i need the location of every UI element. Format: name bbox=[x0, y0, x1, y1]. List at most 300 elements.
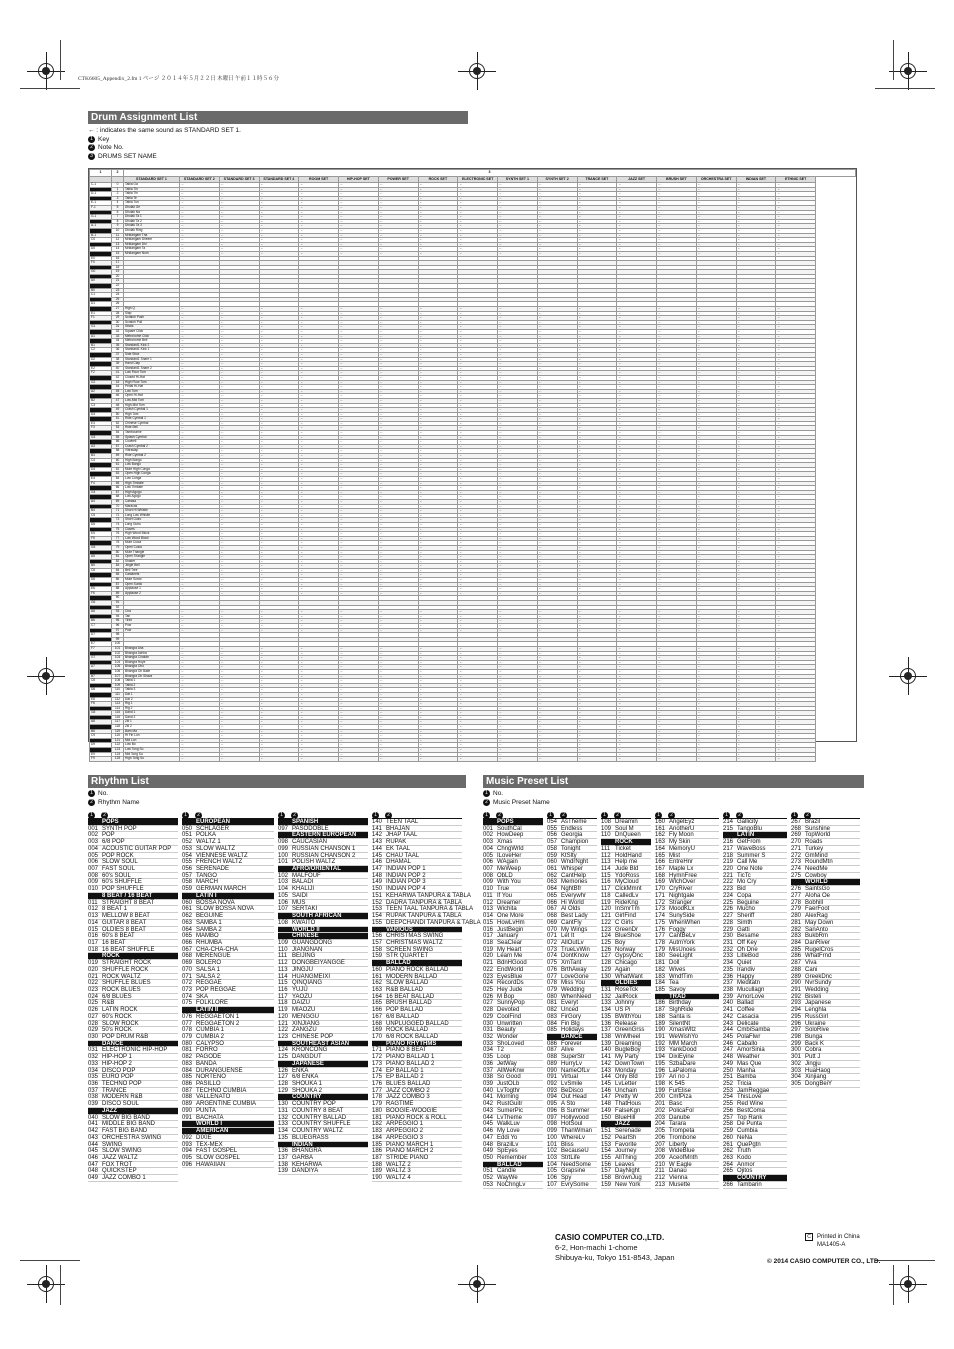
list-item bbox=[547, 1047, 597, 1054]
set-cell: ← bbox=[418, 550, 458, 555]
item-number: 138 bbox=[278, 1161, 289, 1168]
set-cell: ← bbox=[537, 343, 577, 348]
item-number: 005 bbox=[483, 852, 494, 859]
list-item bbox=[601, 953, 651, 960]
set-cell: ← bbox=[259, 646, 299, 651]
set-cell: ← bbox=[736, 421, 776, 426]
set-cell: ← bbox=[458, 527, 498, 532]
set-cell: ← bbox=[418, 486, 458, 491]
set-cell: ← bbox=[418, 435, 458, 440]
key-cell: F1 bbox=[90, 316, 112, 321]
item-name: Trombone bbox=[669, 1134, 697, 1141]
item-name: SERENADE bbox=[196, 866, 230, 873]
item-name: Besame bbox=[737, 933, 760, 940]
list-item bbox=[372, 953, 462, 960]
item-number: 262 bbox=[723, 1148, 734, 1155]
set-cell: ← bbox=[498, 610, 538, 615]
set-cell: ← bbox=[736, 527, 776, 532]
set-cell: ← bbox=[736, 591, 776, 596]
set-cell: ← bbox=[299, 545, 339, 550]
set-cell: ← bbox=[180, 720, 220, 725]
set-cell: ← bbox=[617, 366, 657, 371]
note-number-cell: 25 bbox=[112, 297, 124, 302]
item-name: CALYPSO bbox=[196, 1040, 224, 1047]
set-cell: ← bbox=[537, 660, 577, 665]
item-name: Cani bbox=[805, 966, 818, 973]
set-cell: ← bbox=[617, 702, 657, 707]
set-cell: ← bbox=[180, 683, 220, 688]
item-name: DANDIYA bbox=[292, 1168, 319, 1175]
set-cell: ← bbox=[736, 532, 776, 537]
set-cell: Castanets bbox=[124, 573, 180, 578]
item-number: 109 bbox=[278, 939, 289, 946]
list-item bbox=[483, 967, 543, 974]
set-cell: ← bbox=[458, 715, 498, 720]
set-cell: ← bbox=[259, 357, 299, 362]
item-number: 229 bbox=[723, 926, 734, 933]
set-cell: ← bbox=[498, 210, 538, 215]
item-name: Nightgale bbox=[669, 892, 695, 899]
set-cell: ← bbox=[259, 504, 299, 509]
set-cell: ← bbox=[617, 325, 657, 330]
set-cell: ← bbox=[299, 215, 339, 220]
set-cell: ← bbox=[776, 614, 816, 619]
set-cell: ← bbox=[180, 247, 220, 252]
set-cell: ← bbox=[736, 334, 776, 339]
set-cell: ← bbox=[657, 408, 697, 413]
list-item bbox=[723, 1007, 787, 1014]
set-cell: ← bbox=[696, 711, 736, 716]
list-item bbox=[88, 1061, 178, 1068]
item-number: 002 bbox=[483, 832, 494, 839]
item-number: 028 bbox=[483, 1007, 494, 1014]
item-name: AngelEyz bbox=[669, 819, 695, 825]
set-cell: ← bbox=[696, 224, 736, 229]
item-number: 216 bbox=[723, 839, 734, 846]
list-item bbox=[655, 960, 719, 967]
note-number-cell: 91 bbox=[112, 601, 124, 606]
list-item bbox=[182, 886, 274, 893]
set-cell: ← bbox=[776, 555, 816, 560]
category-header: EUROPEAN bbox=[182, 819, 274, 826]
set-cell: ← bbox=[299, 674, 339, 679]
set-cell: ← bbox=[378, 228, 418, 233]
set-cell: ← bbox=[657, 357, 697, 362]
set-cell: ← bbox=[537, 417, 577, 422]
category-header: COUNTRY bbox=[723, 1175, 787, 1182]
set-cell: ← bbox=[378, 380, 418, 385]
list-item bbox=[601, 1047, 651, 1054]
set-cell: ← bbox=[617, 720, 657, 725]
set-cell: ← bbox=[299, 706, 339, 711]
set-cell: ← bbox=[577, 375, 617, 380]
note-number-cell: 78 bbox=[112, 541, 124, 546]
item-name: WhereLv bbox=[561, 1134, 586, 1141]
registration-mark-top-right bbox=[897, 60, 919, 82]
set-cell: ← bbox=[299, 187, 339, 192]
item-name: XINJIANG bbox=[292, 1020, 320, 1027]
item-number: 178 bbox=[655, 939, 666, 946]
set-cell: ← bbox=[219, 536, 259, 541]
set-cell: ← bbox=[219, 417, 259, 422]
item-number: 284 bbox=[791, 939, 802, 946]
set-cell: ← bbox=[418, 568, 458, 573]
key-cell: D4 bbox=[90, 467, 112, 472]
item-name: Grapsine bbox=[561, 1168, 586, 1175]
item-number: 048 bbox=[483, 1141, 494, 1148]
set-cell: ← bbox=[458, 692, 498, 697]
item-name: KWAITO bbox=[292, 919, 316, 926]
note-number-cell: 5 bbox=[112, 205, 124, 210]
list-item bbox=[723, 1155, 787, 1162]
list-item bbox=[723, 1074, 787, 1081]
set-cell: ← bbox=[299, 366, 339, 371]
set-cell: Zill 2 bbox=[124, 725, 180, 730]
set-cell: ← bbox=[736, 394, 776, 399]
item-name: Xmas bbox=[497, 839, 513, 846]
set-cell: ← bbox=[736, 307, 776, 312]
set-cell: ← bbox=[180, 522, 220, 527]
set-cell: ← bbox=[418, 495, 458, 500]
set-cell: Pow bbox=[124, 628, 180, 633]
item-number: 163 bbox=[372, 986, 383, 993]
item-name: If You bbox=[497, 892, 513, 899]
set-cell: ← bbox=[657, 472, 697, 477]
item-name: C Girls bbox=[615, 919, 634, 926]
set-cell: ← bbox=[418, 463, 458, 468]
set-cell: ← bbox=[498, 366, 538, 371]
set-cell: ← bbox=[259, 348, 299, 353]
set-cell: ← bbox=[736, 242, 776, 247]
list-item bbox=[723, 1061, 787, 1068]
set-cell: ← bbox=[577, 559, 617, 564]
list-item bbox=[791, 906, 860, 913]
set-cell: ← bbox=[180, 408, 220, 413]
item-name: Delicate bbox=[737, 1020, 759, 1027]
set-cell: ← bbox=[736, 408, 776, 413]
list-item bbox=[655, 1142, 719, 1149]
set-cell: ← bbox=[657, 403, 697, 408]
set-cell: ← bbox=[378, 371, 418, 376]
list-item bbox=[547, 893, 597, 900]
item-number: 238 bbox=[723, 986, 734, 993]
set-cell: ← bbox=[219, 192, 259, 197]
set-cell: ← bbox=[577, 467, 617, 472]
set-cell: ← bbox=[696, 251, 736, 256]
set-cell: ← bbox=[259, 656, 299, 661]
set-cell: ← bbox=[657, 375, 697, 380]
list-item bbox=[791, 826, 860, 833]
set-cell: ← bbox=[736, 587, 776, 592]
set-cell: Tabla 3 bbox=[124, 688, 180, 693]
list-item bbox=[547, 1135, 597, 1142]
set-cell: ← bbox=[378, 536, 418, 541]
item-name: ARGENTINE CUMBIA bbox=[196, 1101, 257, 1108]
set-cell: ← bbox=[259, 192, 299, 197]
list-item bbox=[655, 947, 719, 954]
key-cell: C2 bbox=[90, 348, 112, 353]
set-cell: ← bbox=[617, 578, 657, 583]
set-cell: ← bbox=[498, 518, 538, 523]
rhythm-legend-name: Rhythm Name bbox=[98, 798, 140, 806]
set-cell: ← bbox=[498, 192, 538, 197]
set-cell: Pow bbox=[124, 624, 180, 629]
set-cell: ← bbox=[219, 316, 259, 321]
set-cell: ← bbox=[180, 421, 220, 426]
list-item bbox=[723, 974, 787, 981]
item-number: 173 bbox=[372, 1060, 383, 1067]
set-cell: ← bbox=[378, 628, 418, 633]
set-cell: ← bbox=[259, 444, 299, 449]
set-cell: ← bbox=[617, 343, 657, 348]
set-cell: ← bbox=[180, 564, 220, 569]
item-number: 023 bbox=[483, 973, 494, 980]
item-number: 270 bbox=[791, 839, 802, 846]
item-name: FOX TROT bbox=[102, 1161, 133, 1168]
item-name: DIXIE bbox=[196, 1134, 212, 1141]
item-name: Memories bbox=[561, 879, 588, 886]
set-cell: ← bbox=[418, 688, 458, 693]
set-cell: Dand 1 bbox=[124, 711, 180, 716]
item-number: 195 bbox=[655, 1060, 666, 1067]
set-cell: ← bbox=[339, 725, 379, 730]
item-number: 147 bbox=[372, 866, 383, 873]
set-cell: ← bbox=[378, 449, 418, 454]
item-name: SuperStr bbox=[561, 1054, 585, 1061]
set-cell: ← bbox=[537, 316, 577, 321]
item-number: 300 bbox=[791, 1047, 802, 1054]
set-cell: ← bbox=[657, 380, 697, 385]
item-name: TEEN TAAL bbox=[386, 819, 419, 825]
note-number-cell: 69 bbox=[112, 499, 124, 504]
set-cell: ← bbox=[458, 674, 498, 679]
set-cell: ← bbox=[657, 417, 697, 422]
set-cell: ← bbox=[299, 320, 339, 325]
set-cell: ← bbox=[180, 311, 220, 316]
set-cell: ← bbox=[299, 651, 339, 656]
category-header: SPANISH bbox=[278, 819, 368, 826]
list-item bbox=[723, 893, 787, 900]
set-cell: ← bbox=[458, 725, 498, 730]
list-item bbox=[601, 933, 651, 940]
list-item bbox=[182, 1162, 274, 1169]
item-name: BlueHill bbox=[615, 1114, 636, 1121]
set-cell: ← bbox=[180, 706, 220, 711]
list-item bbox=[791, 1021, 860, 1028]
list-item bbox=[791, 839, 860, 846]
set-cell: ← bbox=[577, 486, 617, 491]
registration-mark-top-left bbox=[35, 60, 57, 82]
category-header: AFRO/ORIENTAL bbox=[278, 866, 368, 873]
list-item bbox=[182, 913, 274, 920]
item-number: 127 bbox=[278, 1074, 289, 1081]
set-cell: ← bbox=[696, 573, 736, 578]
key-cell: C1 bbox=[90, 293, 112, 298]
set-cell: ← bbox=[458, 421, 498, 426]
list-item bbox=[655, 1108, 719, 1115]
item-number: 275 bbox=[791, 872, 802, 879]
item-number: 250 bbox=[723, 1067, 734, 1074]
set-cell: ← bbox=[219, 366, 259, 371]
key-cell: E0 bbox=[90, 256, 112, 261]
item-name: SERTAKI bbox=[292, 906, 318, 913]
set-cell: ← bbox=[458, 357, 498, 362]
item-number: 124 bbox=[278, 1047, 289, 1054]
set-cell: ← bbox=[418, 394, 458, 399]
set-cell: ← bbox=[219, 490, 259, 495]
list-item bbox=[601, 1148, 651, 1155]
set-cell: ← bbox=[458, 201, 498, 206]
set-cell: ← bbox=[299, 665, 339, 670]
set-cell: Zill 1 bbox=[124, 720, 180, 725]
item-number: 010 bbox=[483, 886, 494, 893]
list-item bbox=[723, 853, 787, 860]
set-cell: ← bbox=[299, 697, 339, 702]
set-cell: ← bbox=[378, 564, 418, 569]
item-number: 089 bbox=[182, 1101, 193, 1108]
set-cell: ← bbox=[180, 513, 220, 518]
item-name: JAZZ COMBO 3 bbox=[386, 1094, 430, 1101]
item-number: 007 bbox=[483, 866, 494, 873]
list-item bbox=[723, 1182, 787, 1189]
set-cell: ← bbox=[498, 412, 538, 417]
set-cell: ← bbox=[776, 307, 816, 312]
item-name: POLISH WALTZ bbox=[292, 859, 336, 866]
set-cell: ← bbox=[776, 366, 816, 371]
set-cell: ← bbox=[537, 362, 577, 367]
list-item bbox=[655, 893, 719, 900]
list-item bbox=[655, 1175, 719, 1182]
set-cell: ← bbox=[537, 573, 577, 578]
note-number-cell: 95 bbox=[112, 619, 124, 624]
set-cell: ← bbox=[498, 481, 538, 486]
key-cell: F6 bbox=[90, 591, 112, 596]
list-item bbox=[655, 859, 719, 866]
set-cell: ← bbox=[378, 307, 418, 312]
list-item bbox=[547, 913, 597, 920]
set-cell: ← bbox=[339, 490, 379, 495]
set-cell: ← bbox=[617, 352, 657, 357]
set-cell: ← bbox=[696, 504, 736, 509]
item-name: SAMBA 2 bbox=[196, 926, 222, 933]
set-cell: ← bbox=[617, 307, 657, 312]
set-cell: ← bbox=[458, 683, 498, 688]
set-cell: ← bbox=[458, 568, 498, 573]
set-cell: ← bbox=[696, 417, 736, 422]
set-cell: ← bbox=[378, 385, 418, 390]
set-cell: ← bbox=[537, 389, 577, 394]
item-name: BOOGIE-WOOGIE bbox=[386, 1107, 438, 1114]
list-item bbox=[547, 1175, 597, 1182]
set-cell: ← bbox=[219, 532, 259, 537]
set-cell: ← bbox=[537, 499, 577, 504]
item-number: 118 bbox=[601, 892, 611, 899]
item-name: Journey bbox=[615, 1148, 637, 1155]
item-name: LitleBod bbox=[737, 953, 759, 960]
list-item bbox=[655, 832, 719, 839]
set-cell: ← bbox=[259, 518, 299, 523]
note-number-cell: 75 bbox=[112, 527, 124, 532]
set-cell: ← bbox=[259, 251, 299, 256]
set-cell: Applause 1 bbox=[124, 587, 180, 592]
copyright: © 2014 CASIO COMPUTER CO., LTD. bbox=[767, 1258, 881, 1265]
set-cell: ← bbox=[736, 688, 776, 693]
item-name: SLOW BOSSA NOVA bbox=[196, 906, 254, 913]
item-name: KEHARWA TANPURA & TABLA bbox=[386, 892, 471, 899]
item-name: Best Lady bbox=[561, 913, 588, 920]
set-cell: ← bbox=[657, 215, 697, 220]
set-cell: ← bbox=[736, 201, 776, 206]
set-cell: ← bbox=[418, 614, 458, 619]
list-item bbox=[372, 1168, 462, 1175]
set-cell: ← bbox=[498, 715, 538, 720]
set-cell: ← bbox=[657, 734, 697, 739]
set-cell: ← bbox=[736, 183, 776, 188]
set-cell: ← bbox=[378, 587, 418, 592]
set-cell: ← bbox=[736, 499, 776, 504]
set-cell: ← bbox=[498, 720, 538, 725]
set-cell: Open High Conga bbox=[124, 472, 180, 477]
item-name: QUICKSTEP bbox=[102, 1168, 137, 1175]
set-cell: ← bbox=[776, 683, 816, 688]
list-item bbox=[655, 853, 719, 860]
set-cell: ← bbox=[776, 192, 816, 197]
list-item bbox=[278, 826, 368, 833]
item-name: INDIAN POP 4 bbox=[386, 886, 426, 893]
set-cell: ← bbox=[617, 665, 657, 670]
item-number: 248 bbox=[723, 1054, 734, 1061]
list-item bbox=[483, 1182, 543, 1189]
list-item bbox=[723, 920, 787, 927]
set-cell: ← bbox=[219, 242, 259, 247]
set-cell: ← bbox=[299, 325, 339, 330]
item-number: 183 bbox=[372, 1128, 383, 1135]
set-cell: ← bbox=[180, 550, 220, 555]
set-cell: ← bbox=[299, 692, 339, 697]
item-name: Cumbia bbox=[737, 1128, 758, 1135]
list-item bbox=[483, 1014, 543, 1021]
set-cell: ← bbox=[259, 711, 299, 716]
list-item bbox=[547, 920, 597, 927]
list-item bbox=[278, 994, 368, 1001]
list-item bbox=[88, 1034, 178, 1041]
set-cell: ← bbox=[378, 568, 418, 573]
list-item bbox=[88, 906, 178, 913]
set-cell: ← bbox=[378, 674, 418, 679]
item-number: 244 bbox=[723, 1027, 734, 1034]
item-number: 273 bbox=[791, 859, 802, 866]
item-name: MM March bbox=[669, 1040, 698, 1047]
set-cell: ← bbox=[577, 385, 617, 390]
item-name: WALTZ 4 bbox=[386, 1175, 411, 1182]
item-number: 075 bbox=[182, 1000, 193, 1007]
item-name: Release bbox=[615, 1020, 638, 1027]
list-item bbox=[88, 974, 178, 981]
note-number-cell: 64 bbox=[112, 477, 124, 482]
set-cell: ← bbox=[657, 715, 697, 720]
col-header-set: SYNTH SET 1 bbox=[498, 177, 538, 183]
set-cell: ← bbox=[458, 711, 498, 716]
set-cell: ← bbox=[378, 715, 418, 720]
item-number: 213 bbox=[655, 1181, 666, 1188]
item-number: 152 bbox=[601, 1134, 612, 1141]
note-number-cell: 89 bbox=[112, 591, 124, 596]
set-cell: ← bbox=[458, 251, 498, 256]
set-cell: ← bbox=[259, 316, 299, 321]
set-cell: ← bbox=[537, 311, 577, 316]
set-cell: ← bbox=[617, 688, 657, 693]
list-item bbox=[182, 920, 274, 927]
